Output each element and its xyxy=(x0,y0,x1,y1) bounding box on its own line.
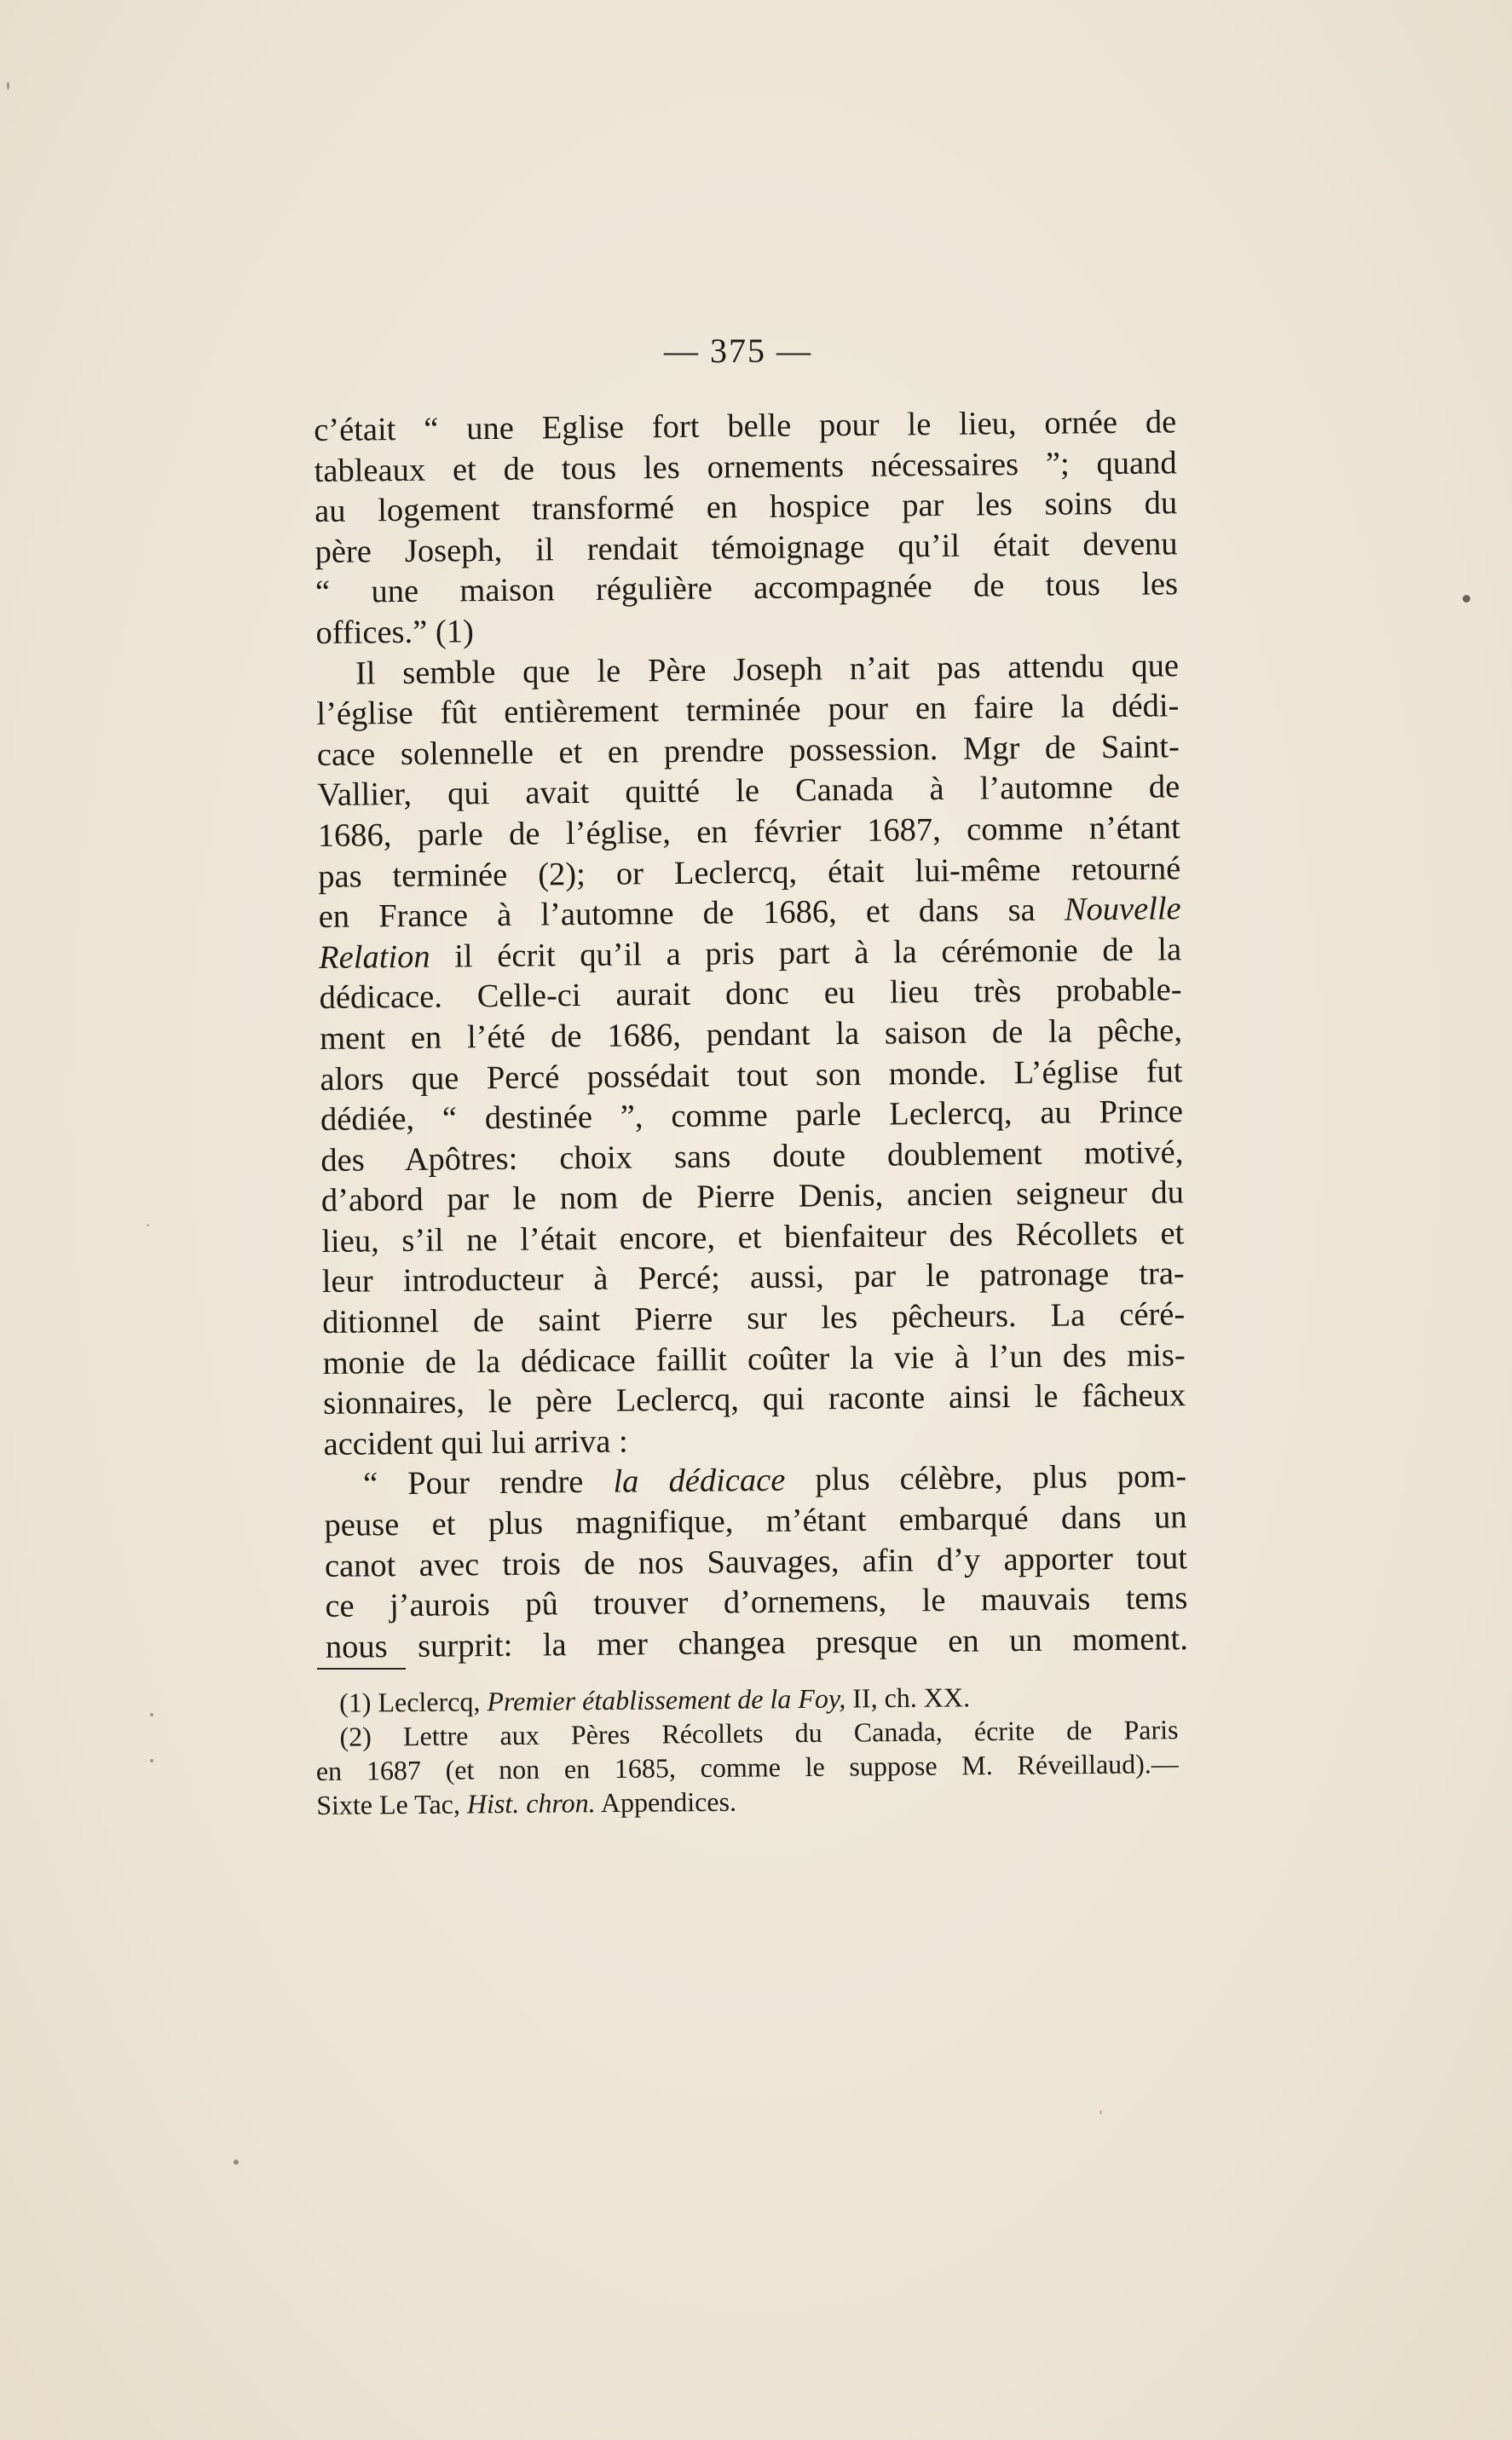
footnote-rule xyxy=(317,1668,406,1670)
paper-speck xyxy=(1099,2110,1102,2114)
text-line: d’abord par le nom de Pierre Denis, ancien seigneur du xyxy=(320,1174,1185,1220)
text-line: cace solennelle et en prendre possession. Mgr de Saint- xyxy=(316,729,1180,773)
text-line: Vallier, qui avait quitté le Canada à l’automne de xyxy=(317,769,1180,814)
text-segment: Sixte Le Tac, xyxy=(316,1788,468,1820)
text-line: l’église fût entièrement terminée pour en faire la dédi- xyxy=(316,688,1180,733)
italic-phrase: la dédicace xyxy=(613,1462,786,1501)
text-segment: il écrit qu’il a pris part à la cérémonie de la xyxy=(430,931,1182,975)
text-line: au logement transformé en hospice par les soins du xyxy=(314,485,1178,530)
text-line: dédicace. Celle-ci aurait donc eu lieu très probable- xyxy=(319,972,1182,1017)
text-line: nous surprit: la mer changea presque en un moment. xyxy=(325,1621,1189,1665)
footnote-2-line: en 1687 (et non en 1685, comme le suppose M. Réveillaud).— xyxy=(315,1748,1179,1786)
italic-title: Relation xyxy=(318,938,430,976)
text-line: pas terminée (2); or Leclercq, était lui-même retourné xyxy=(318,850,1181,895)
text-line: c’était “ une Eglise fort belle pour le lieu, ornée de xyxy=(314,404,1177,448)
footnote-2-line xyxy=(316,1780,1179,1822)
text-line: père Joseph, il rendait témoignage qu’il était devenu xyxy=(315,526,1178,570)
text-line: “ une maison régulière accompagnée de tous les xyxy=(315,566,1179,611)
text-line: alors que Percé possédait tout son monde. L’église fut xyxy=(320,1053,1183,1098)
text-line: leur introducteur à Percé; aussi, par le patronage tra- xyxy=(321,1255,1185,1301)
text-line: accident qui lui arriva : xyxy=(323,1423,628,1462)
text-line: lieu, s’il ne l’était encore, et bienfaiteur des Récollets et xyxy=(321,1215,1185,1260)
text-line: monie de la dédicace faillit coûter la vie à l’un des mis- xyxy=(322,1336,1186,1382)
text-line: canot avec trois de nos Sauvages, afin d’y apporter tout xyxy=(324,1539,1188,1584)
text-line: ce j’aurois pû trouver d’ornemens, le mauvais tems xyxy=(325,1580,1188,1625)
text-segment: II, ch. XX. xyxy=(845,1681,971,1714)
text-line: tableaux et de tous les ornements nécessaires ”; quand xyxy=(314,444,1177,489)
text-segment: plus célèbre, plus pom- xyxy=(785,1458,1187,1499)
text-segment: Appendices. xyxy=(595,1785,737,1819)
footnotes xyxy=(315,1678,1179,1822)
text-segment: (1) Leclercq, xyxy=(339,1686,488,1718)
text-line: 1686, parle de l’église, en février 1687, comme n’étant xyxy=(317,810,1180,854)
text-line: Il semble que le Père Joseph n’ait pas attendu que xyxy=(355,647,1180,692)
page-number: — 375 — xyxy=(664,332,812,370)
italic-title: Premier établissement de la Foy, xyxy=(487,1682,846,1717)
paper-speck xyxy=(147,1224,149,1226)
footnote-2-line: (2) Lettre aux Pères Récollets du Canada, écrite de Paris xyxy=(339,1714,1179,1752)
paper-speck xyxy=(150,1713,153,1716)
text-segment: “ Pour rendre xyxy=(362,1464,614,1503)
text-line: offices.” (1) xyxy=(315,614,474,651)
paper-speck xyxy=(150,1759,153,1762)
text-line: peuse et plus magnifique, m’étant embarqué dans un xyxy=(324,1499,1187,1543)
text-line: sionnaires, le père Leclercq, qui raconte ainsi le fâcheux xyxy=(322,1377,1186,1422)
body-text xyxy=(314,402,1188,1668)
text-line: des Apôtres: choix sans doute doublement motivé, xyxy=(320,1133,1184,1179)
text-segment: en France à l’automne de 1686, et dans sa xyxy=(318,891,1065,936)
text-line: dédiée, “ destinée ”, comme parle Leclercq, au Prince xyxy=(320,1093,1184,1139)
italic-title: Nouvelle xyxy=(1064,891,1181,928)
paper-speck xyxy=(1463,595,1470,603)
italic-title: Hist. chron. xyxy=(466,1787,596,1820)
paper-speck xyxy=(234,2160,239,2165)
text-line: ment en l’été de 1686, pendant la saison de la pêche, xyxy=(319,1012,1183,1057)
paper-speck xyxy=(7,82,9,89)
text-line: ditionnel de saint Pierre sur les pêcheurs. La céré- xyxy=(322,1296,1186,1341)
